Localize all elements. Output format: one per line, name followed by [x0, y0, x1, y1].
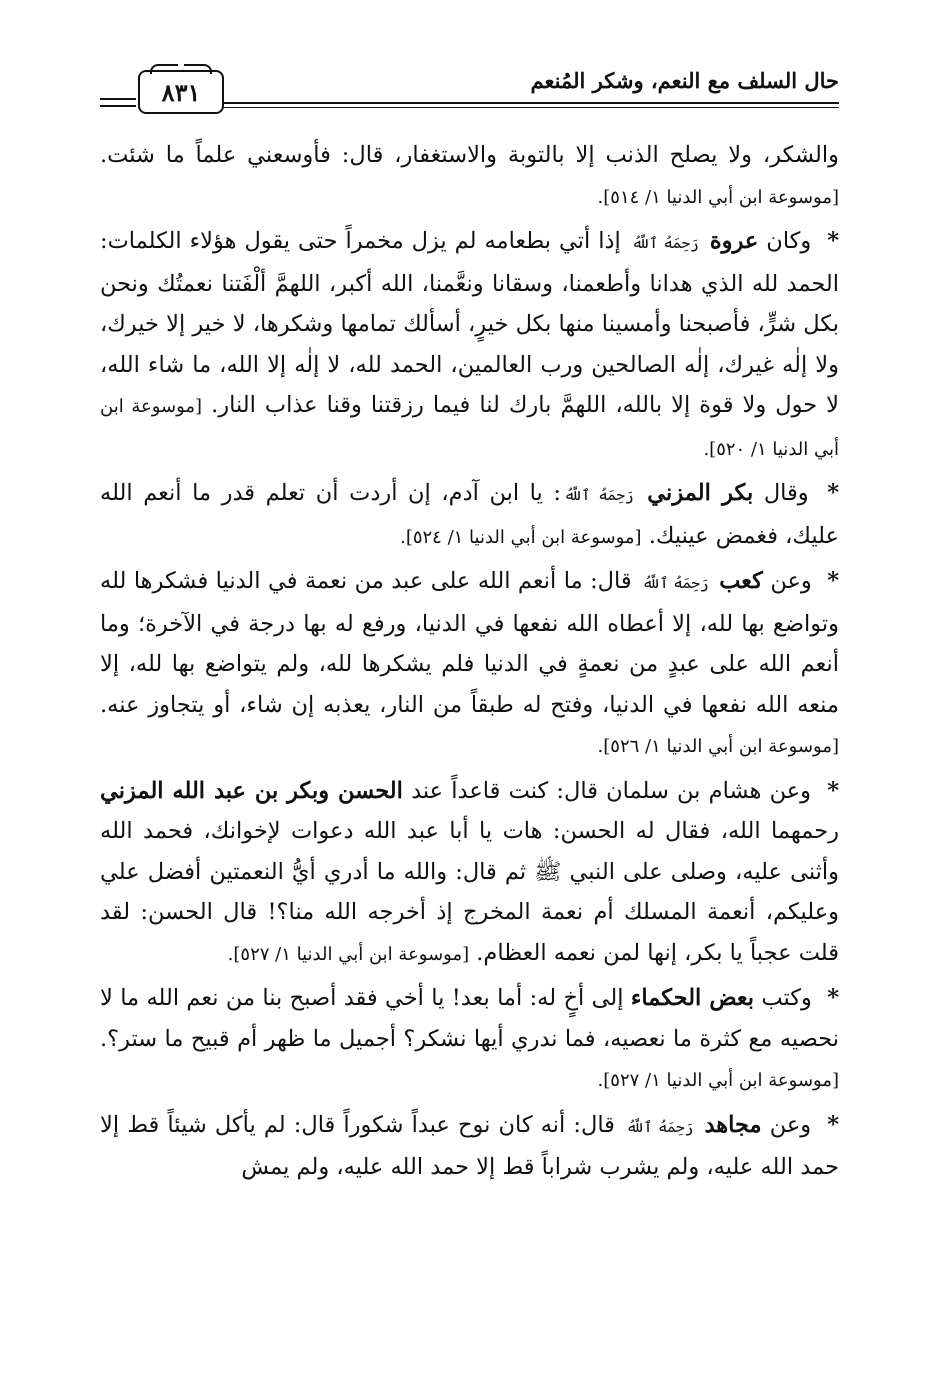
honorific-glyph: رَحِمَهُ ٱللَّهُ [626, 1117, 694, 1136]
citation: [موسوعة ابن أبي الدنيا ١/ ٥١٤]. [597, 186, 839, 208]
star-bullet: * [827, 985, 840, 1011]
citation: [موسوعة ابن أبي الدنيا ١/ ٥٢٧]. [597, 1070, 839, 1091]
person-name: بكر المزني [647, 480, 754, 506]
page-number: ٨٣١ [138, 70, 224, 114]
star-bullet: * [827, 568, 839, 594]
person-name: كعب [719, 568, 763, 594]
citation: [موسوعة ابن أبي الدنيا ١/ ٥٢٤]. [400, 526, 642, 548]
page-header [100, 62, 839, 114]
honorific-glyph: رَحِمَهُ ٱللَّهُ [563, 486, 634, 504]
paragraph: * وعن مجاهد رَحِمَهُ ٱللَّهُ قال: أنه كان نوح عبداً شكوراً قال: لم يأكل شيئاً قط إلا حمد الله عليه، ولم يشرب شراباً قط إلا حمد الله عليه، ولم يمش [100, 1111, 840, 1180]
honorific-glyph: رَحِمَهُ ٱللَّهُ [642, 574, 709, 592]
honorific-glyph: رَحِمَهُ ٱللَّهُ [631, 234, 699, 252]
star-bullet: * [827, 480, 840, 506]
paragraph: والشكر، ولا يصلح الذنب إلا بالتوبة والاستغفار، قال: فأوسعني علماً ما شئت. [موسوعة ابن أبي الدنيا ١/ ٥١٤]. [100, 142, 839, 208]
paragraph: * وكتب بعض الحكماء إلى أخٍ له: أما بعد! يا أخي فقد أصبح بنا من نعم الله ما لا نحصيه مع كثرة ما نعصيه، فما ندري أيها نشكر؟ أجميل ما ظهر أم قبيح ما ستر؟. [موسوعة ابن أبي الدنيا ١/ ٥٢٧]. [100, 985, 840, 1091]
header-rule [223, 102, 839, 104]
header-rule-thin [223, 107, 839, 108]
running-title: حال السلف مع النعم، وشكر المُنعم [530, 68, 839, 93]
star-bullet: * [827, 1111, 840, 1138]
header-rule-left [100, 98, 136, 100]
paragraph: * وكان عروة رَحِمَهُ ٱللَّهُ إذا أتي بطعامه لم يزل مخمراً حتى يقول هؤلاء الكلمات: الحمد لله الذي هدانا وأطعمنا، وسقانا ونعَّمنا، الله أكبر، اللهمَّ ألْفَتنا نعمتُك ونحن بكل شرٍّ، فأصبحنا وأمسينا منها بكل خيرٍ، أسألك تمامها وشكرها، لا خير إلا خيرك، ولا إلٰه غيرك، إلٰه الصالحين ورب العالمين، الحمد لله، لا إلٰه إلا الله، ما شاء الله، لا حول ولا قوة إلا بالله، اللهمَّ بارك لنا فيما رزقتنا وقنا عذاب النار. [موسوعة ابن أبي الدنيا ١/ ٥٢٠]. [100, 228, 840, 460]
person-name: بعض الحكماء [630, 985, 755, 1011]
paragraph: * وعن هشام بن سلمان قال: كنت قاعداً عند الحسن وبكر بن عبد الله المزني رحمهما الله، فقال له الحسن: هات يا أبا عبد الله دعوات لإخوانك، فحمد الله وأثنى عليه، وصلى على النبي ﷺ ثم قال: والله ما أدري أيُّ النعمتين أفضل علي وعليكم، أنعمة المسلك أم نعمة المخرج إذ أخرجه الله منا؟! قال الحسن: لقد قلت عجباً يا بكر، إنها لمن نعمه العظام. [موسوعة ابن أبي الدنيا ١/ ٥٢٧]. [100, 777, 840, 966]
star-bullet: * [827, 228, 840, 254]
person-name: الحسن وبكر بن عبد الله المزني [100, 777, 403, 804]
salawat-glyph: ﷺ [534, 858, 562, 885]
paragraph: * وعن كعب رَحِمَهُ ٱللَّهُ قال: ما أنعم الله على عبد من نعمة في الدنيا فشكرها لله وتواضع بها لله، إلا أعطاه الله نفعها في الدنيا، ورفع له بها درجة في الآخرة؛ وما أنعم الله على عبدٍ من نعمةٍ في الدنيا فلم يشكرها لله، ولم يتواضع بها لله، إلا منعه الله نفعها في الدنيا، وفتح له طبقاً من النار، يعذبه إن شاء، أو يتجاوز عنه. [موسوعة ابن أبي الدنيا ١/ ٥٢٦]. [100, 568, 839, 757]
citation: [موسوعة ابن أبي الدنيا ١/ ٥٢٦]. [597, 736, 839, 757]
person-name: مجاهد [704, 1111, 762, 1138]
star-bullet: * [827, 777, 840, 804]
header-rule-left-lower [100, 105, 136, 107]
paragraph: * وقال بكر المزني رَحِمَهُ ٱللَّهُ: يا ابن آدم، إن أردت أن تعلم قدر ما أنعم الله عليك، فغمض عينيك. [موسوعة ابن أبي الدنيا ١/ ٥٢٤]. [100, 480, 840, 549]
citation: [موسوعة ابن أبي الدنيا ١/ ٥٢٧]. [227, 943, 470, 965]
person-name: عروة [709, 228, 759, 254]
page-body [100, 135, 839, 1191]
citation: [موسوعة ابن أبي الدنيا ١/ ٥٢٠]. [100, 396, 839, 460]
